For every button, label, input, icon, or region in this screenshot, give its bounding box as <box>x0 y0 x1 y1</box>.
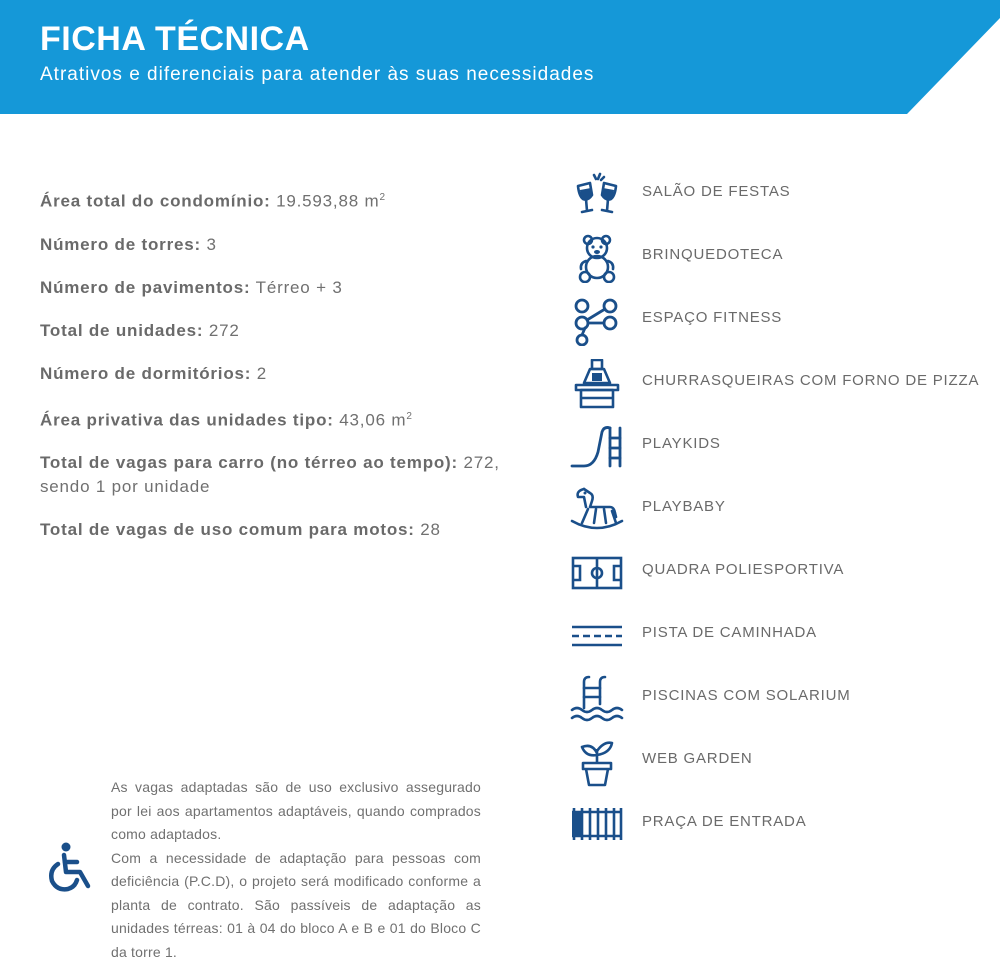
spec-value: Térreo + 3 <box>255 277 343 297</box>
spec-value: 272 <box>208 320 240 340</box>
spec-list <box>40 186 540 542</box>
spec-label: Área privativa das unidades tipo: <box>40 410 334 430</box>
spec-unit-sup: 2 <box>379 192 386 203</box>
spec-label: Total de vagas de uso comum para motos: <box>40 520 415 540</box>
amenity-label: WEB GARDEN <box>642 750 753 767</box>
amenity-list <box>570 168 1000 861</box>
spec-value: 19.593,88 m <box>276 191 380 211</box>
spec-label: Total de unidades: <box>40 320 204 340</box>
amenity-label: PISTA DE CAMINHADA <box>642 624 817 641</box>
fence-icon <box>570 800 624 850</box>
amenity-item <box>570 609 1000 672</box>
amenity-item <box>570 168 1000 231</box>
barbecue-icon <box>570 359 624 409</box>
track-icon <box>570 611 624 661</box>
amenity-item <box>570 294 1000 357</box>
spec-value: 43,06 m <box>339 410 407 430</box>
amenity-label: PLAYKIDS <box>642 435 721 452</box>
amenity-item <box>570 231 1000 294</box>
page-subtitle: Atrativos e diferenciais para atender às suas necessidades <box>40 64 595 85</box>
spec-moto-spaces <box>40 518 540 542</box>
wheelchair-icon <box>46 842 94 894</box>
amenity-label: ESPAÇO FITNESS <box>642 309 783 326</box>
spec-unit-sup: 2 <box>406 410 413 422</box>
spec-value: 3 <box>206 234 217 254</box>
slide-icon <box>570 422 624 472</box>
spec-label: Número de torres: <box>40 234 201 254</box>
pool-icon <box>570 674 624 724</box>
spec-label: Número de pavimentos: <box>40 277 251 297</box>
amenity-label: PRAÇA DE ENTRADA <box>642 813 807 830</box>
amenity-item <box>570 483 1000 546</box>
amenity-label: PISCINAS COM SOLARIUM <box>642 687 851 704</box>
spec-private-area <box>40 405 540 433</box>
amenity-label: PLAYBABY <box>642 498 726 515</box>
spec-car-spaces <box>40 451 540 499</box>
court-icon <box>570 548 624 598</box>
spec-value: 272, sendo 1 por unidade <box>40 453 500 497</box>
spec-label: Total de vagas para carro (no térreo ao tempo): <box>40 453 458 473</box>
header-banner <box>0 0 1000 114</box>
spec-floors <box>40 276 540 300</box>
spec-units <box>40 319 540 343</box>
amenity-item <box>570 420 1000 483</box>
spec-label: Área total do condomínio: <box>40 191 271 211</box>
wine-glasses-icon <box>570 170 624 220</box>
plant-icon <box>570 737 624 787</box>
spec-towers <box>40 233 540 257</box>
spec-label: Número de dormitórios: <box>40 363 252 383</box>
page-title: FICHA TÉCNICA <box>40 20 310 58</box>
amenity-item <box>570 357 1000 420</box>
spec-total-area <box>40 186 540 214</box>
amenity-item <box>570 735 1000 798</box>
spec-bedrooms <box>40 362 540 386</box>
amenity-item <box>570 546 1000 609</box>
rocking-horse-icon <box>570 485 624 535</box>
amenity-label: QUADRA POLIESPORTIVA <box>642 561 845 578</box>
accessibility-note <box>111 776 481 964</box>
amenity-label: BRINQUEDOTECA <box>642 246 784 263</box>
amenity-item <box>570 798 1000 861</box>
amenity-label: CHURRASQUEIRAS COM FORNO DE PIZZA <box>642 372 980 389</box>
spec-value: 28 <box>420 520 441 540</box>
note-paragraph-2: Com a necessidade de adaptação para pessoas com deficiência (P.C.D), o projeto será modificado conforme a planta de contrato. São passíveis de adaptação as unidades térreas: 01 à 04 do bloco A e B e 01 do Bloco C da torre 1. <box>111 849 481 960</box>
note-paragraph-1: As vagas adaptadas são de uso exclusivo assegurado por lei aos apartamentos adaptáveis, quando comprados como adaptados. <box>111 779 481 842</box>
fitness-icon <box>570 296 624 346</box>
teddy-bear-icon <box>570 233 624 283</box>
spec-value: 2 <box>256 363 268 383</box>
amenity-label: SALÃO DE FESTAS <box>642 183 791 200</box>
amenity-item <box>570 672 1000 735</box>
